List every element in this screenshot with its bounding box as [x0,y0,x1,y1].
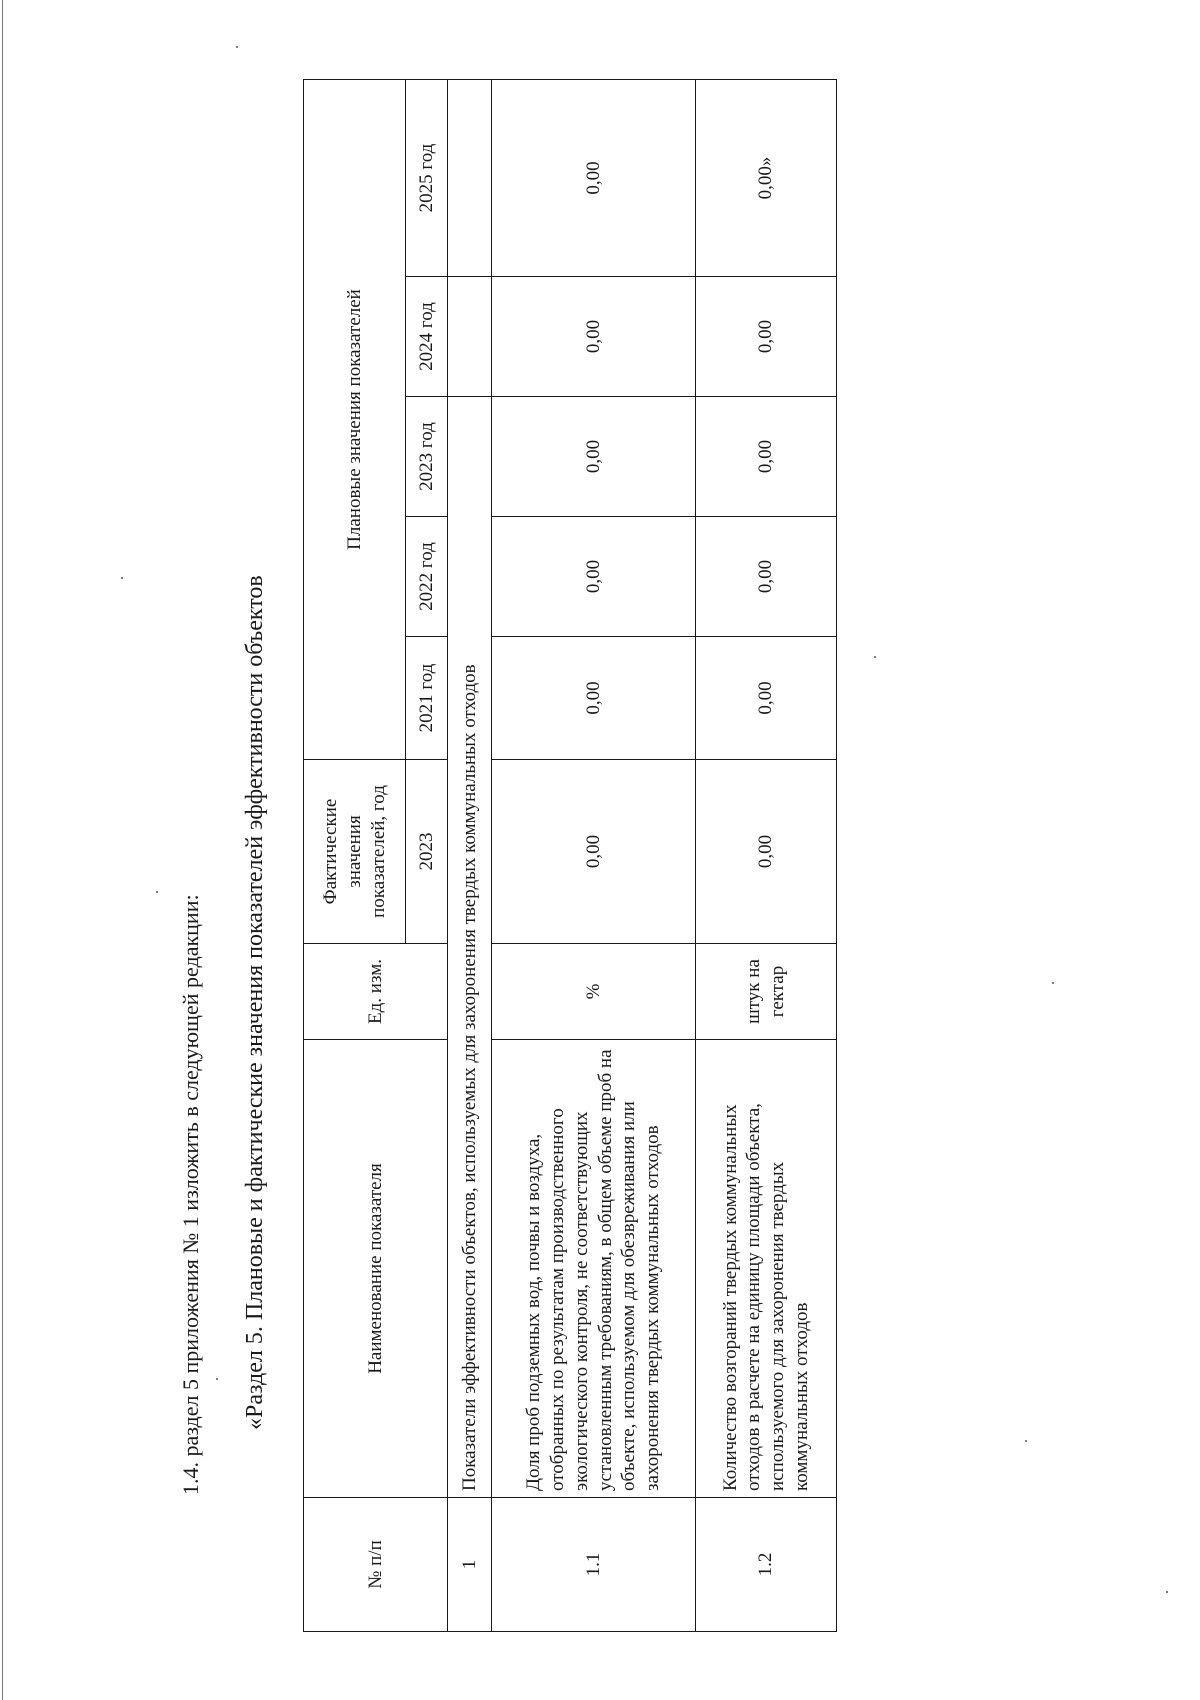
row-actual-2023: 0,00 [696,760,837,944]
header-num: № п/п [304,1498,448,1632]
section-empty-cell [448,277,492,397]
row-num: 1.2 [696,1498,837,1632]
header-row [304,79,406,1631]
row-plan-2025: 0,00 [492,79,696,276]
row-plan-2023: 0,00 [492,397,696,517]
header-name: Наименование показателя [304,1040,448,1498]
table-row [492,79,696,1631]
section-label: Показатели эффективности объектов, используемых для захоронения твердых коммунальных отходов [448,397,492,1498]
row-name: Количество возгораний твердых коммунальных отходов в расчете на единицу площади объекта, используемого для захоронения твердых коммунальных отходов [696,1040,837,1498]
row-unit: штук на гектар [696,944,837,1040]
row-actual-2023: 0,00 [492,760,696,944]
row-unit: % [492,944,696,1040]
row-plan-2025: 0,00» [696,79,837,276]
row-plan-2024: 0,00 [492,277,696,397]
row-num: 1.1 [492,1498,696,1632]
year-plan-2024: 2024 год [406,277,448,397]
header-unit: Ед. изм. [304,944,448,1040]
section-num: 1 [448,1498,492,1632]
year-plan-2022: 2022 год [406,517,448,637]
section-empty-cell [448,79,492,276]
year-plan-2021: 2021 год [406,637,448,760]
row-plan-2021: 0,00 [696,637,837,760]
header-actual-group: Фактические значения показателей, год [304,760,406,944]
table-row [696,79,837,1631]
section-row [448,79,492,1631]
row-plan-2021: 0,00 [492,637,696,760]
section-heading: «Раздел 5. Плановые и фактические значения показателей эффективности объектов [242,575,268,1430]
indicators-table [303,79,837,1632]
year-plan-2025: 2025 год [406,79,448,276]
row-plan-2024: 0,00 [696,277,837,397]
intro-text: 1.4. раздел 5 приложения № 1 изложить в следующей редакции: [178,894,203,1495]
row-name: Доля проб подземных вод, почвы и воздуха, отобранных по результатам производственного экологического контроля, не соответствующих установленным требованиям, в общем объеме проб на объекте, используемом для обезвреживания или захоронения твердых коммунальных отходов [492,1040,696,1498]
year-actual-2023: 2023 [406,760,448,944]
header-plan-group: Плановые значения показателей [304,79,406,759]
year-plan-2023: 2023 год [406,397,448,517]
row-plan-2022: 0,00 [696,517,837,637]
row-plan-2022: 0,00 [492,517,696,637]
row-plan-2023: 0,00 [696,397,837,517]
